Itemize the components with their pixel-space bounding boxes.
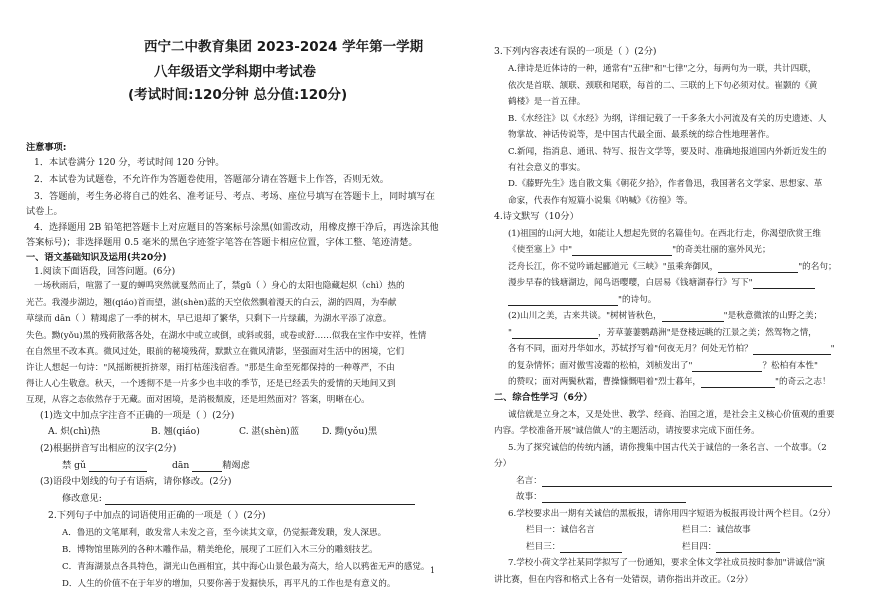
q2-option-c: C．青海湖景点各具特色，湖光山色画相宜，其中海心山景色最为高大，给人以鸦雀无声的感觉。: [62, 562, 430, 572]
q1-2-a-label: 禁 gǔ: [62, 460, 86, 471]
q5-line: 5.为了探究诚信的传统内涵，请你搜集中国古代关于诚信的一条名言、一个故事。（2: [508, 443, 827, 453]
q6-column-4: [682, 541, 780, 553]
q6-column-3: [526, 541, 622, 553]
q5-story-label: 故事：: [516, 492, 542, 502]
q7-line: 讲比赛，但在内容和格式上各有一处错误，请你指出并改正。（2分）: [494, 575, 753, 585]
q5-quote: [516, 475, 832, 487]
passage-line: 互现，从容之态依然存于无藏。面对困境，是消极颓废，还是坦然面对？答案，明晰在心。: [26, 395, 370, 405]
q3-a-line: A.律诗是近体诗的一种，通常有"五律"和"七律"之分，每两句为一联，共计四联，: [508, 64, 817, 74]
q4-2-text: ？松柏有本性": [762, 361, 818, 371]
q4-2-blank-4[interactable]: [692, 361, 762, 372]
q4-2-text: 的复杂情怀；面对傲雪凌霜的松柏，刘桢发出了": [508, 361, 693, 371]
q3-b-line: B.《水经注》以《水经》为纲，详细记载了一千多条大小河流及有关的历史遗迹、人: [508, 114, 827, 124]
note-item: 试卷上。: [26, 206, 63, 217]
note-item: 答案标号)；非选择题用 0.5 毫米的黑色字迹签字笔答在答题卡相应位置，字体工整、笔迹清楚。: [26, 237, 418, 248]
q4-2-text: ": [830, 344, 835, 354]
passage-line: 一场秋雨后，喧嚣了一夏的蝉鸣突然就戛然而止了，禁gǔ（ ）身心的太阳也隐藏起炽（chì）热的: [34, 281, 405, 291]
q6-column-1: 栏目一：诚信名言: [526, 525, 595, 535]
section1-title: 一、语文基础知识及运用(共20分): [26, 252, 167, 263]
q4-1-text: 《使至塞上》中": [508, 245, 573, 255]
q4-2-blank-1[interactable]: [662, 311, 724, 322]
q1-3-fix-blank[interactable]: [105, 494, 415, 505]
q4-2-text: 的赞叹；面对两鬓秋霜，曹操慷慨唱着"烈士暮年，: [508, 377, 702, 387]
q4-2-line: [508, 360, 818, 372]
q4-2-text: "是秋意微浓的山野之美；: [723, 311, 823, 321]
q4-1-blank-2[interactable]: [718, 262, 798, 273]
q5-line: 分）: [494, 459, 512, 469]
q1-2-b-tail: 精竭虑: [222, 460, 250, 471]
q3-b-line: 物掌故、神话传说等，是中国古代最全面、最系统的综合性地理著作。: [508, 130, 775, 140]
q5-story: [516, 491, 686, 503]
q4-1-text: ": [618, 295, 622, 305]
q3: 3.下列内容表述有误的一项是（ ）(2分): [494, 46, 657, 57]
page-number: 1: [430, 566, 436, 575]
q4-2-line: [508, 327, 817, 339]
q4-2-blank-5[interactable]: [701, 377, 775, 388]
note-item: 4．选择题用 2B 铅笔把答题卡上对应题目的答案标号涂黑(如需改动，用橡皮擦干净后，再选涂其他: [34, 222, 439, 233]
q6: 6.学校要求出一期有关诚信的黑板报，请你用四字短语为板报再设计两个栏目。（2分）: [508, 509, 836, 519]
passage-line: 失色。黝(yǒu)黑的残荷散落各处，在湖水中或立或倒，或斜或弱，或卷或舒……似我在宝作中安祥，性情: [26, 331, 427, 341]
q4-1-line: [508, 261, 837, 273]
q1-2-a-blank[interactable]: [89, 461, 147, 472]
q2-option-a: A．鲁迅的文笔犀利，敢发常人未发之音，至今读其文章，仍觉振聋发聩，发人深思。: [62, 528, 387, 538]
sec2-intro-line: 诚信就是立身之本，又是处世、教学、经商、治国之道，是社会主义核心价值观的重要: [508, 410, 835, 420]
school-title: 西宁二中教育集团 2023-2024 学年第一学期: [144, 39, 424, 55]
q1-1-option-b: B. 翘(qiáo): [151, 426, 200, 437]
q1-1-option-a: A. 炽(chì)热: [48, 426, 101, 437]
q4-1-line: [508, 244, 771, 256]
section2-title: 二、综合性学习（6分）: [494, 392, 593, 403]
q6-column-4-blank[interactable]: [716, 542, 780, 553]
q4-2-line: [508, 310, 822, 322]
q5-quote-label: 名言：: [516, 476, 542, 486]
q2-option-d: D．人生的价值不在于年岁的增加，只要你善于发掘快乐，再平凡的工作也是有意义的。: [62, 579, 396, 589]
q1-1-option-c: C. 湛(shèn)蓝: [239, 426, 300, 437]
q3-c-line: 有社会意义的事实。: [508, 163, 586, 173]
q1-1: (1)选文中加点字注音不正确的一项是（ ）(2分): [40, 410, 235, 421]
q3-a-line: 鹤楼》是一首五律。: [508, 97, 586, 107]
q4-1-text: "的名句；: [798, 262, 837, 272]
notes-title: 注意事项:: [26, 142, 67, 153]
q4-1-text: 泛舟长江，你不觉吟诵起郦道元《三峡》"虽乘奔御风，: [508, 262, 719, 272]
q4-1-blank-1[interactable]: [572, 245, 672, 256]
q3-c-line: C.新闻，指消息、通讯、特写、报告文学等，要及时、准确地报道国内外新近发生的: [508, 147, 827, 157]
passage-line: 得让人心生敬意。秋天，一个透彻不是一片多少也丰收的季节，还是已经丢失的爱情的天地间又到: [26, 379, 396, 389]
q4-1-blank-3[interactable]: [753, 278, 815, 289]
q4-1-text: "的奇美壮丽的塞外风光；: [672, 245, 771, 255]
passage-line: 许让人想起一句诗："风摇断梗折挤翠，雨打枯莲浅宿香。"那是生命至死都保持的一种尊严，不由: [26, 363, 395, 373]
q6-column-3-label: 栏目三：: [526, 542, 561, 552]
q1-2-b-label: dān: [172, 460, 190, 471]
q4-2-blank-3[interactable]: [753, 344, 831, 355]
q6-column-2: 栏目二：诚信故事: [682, 525, 751, 535]
q2-option-b: B．博物馆里陈列的各种木雕作品，精美绝伦，展现了工匠们入木三分的雕刻技艺。: [62, 545, 378, 555]
q1-2-b-blank[interactable]: [192, 461, 222, 472]
q3-d-line: D.《藤野先生》选自散文集《朝花夕拾》，作者鲁迅，我国著名文学家、思想家、革: [508, 179, 823, 189]
q6-column-4-label: 栏目四：: [682, 542, 717, 552]
q1-intro: 1.阅读下面语段，回答问题。(6分): [34, 266, 176, 277]
note-item: 2．本试卷为试题卷，不允许作为答题卷使用，答题部分请在答题卡上作答，否则无效。: [34, 174, 389, 185]
q1-3-fix-label: 修改意见:: [62, 493, 102, 504]
q5-quote-blank[interactable]: [542, 476, 832, 487]
q3-a-line: 依次是首联、颔联、颈联和尾联，每首的二、三联的上下句必须对仗。崔颢的《黄: [508, 81, 818, 91]
q1-3: (3)语段中划线的句子有语病，请你修改。(2分): [40, 476, 232, 487]
q5-story-blank[interactable]: [542, 492, 686, 503]
q1-2-a: [62, 460, 147, 472]
q2: 2.下列句子中加点的词语使用正确的一项是（ ）(2分): [48, 510, 266, 521]
note-item: 3．答题前，考生务必将自己的姓名、准考证号、考点、考场、座位号填写在答题卡上，同时填写在: [34, 191, 435, 202]
passage-line: 在自然里不改本真。微风过处，眼前的秘境残荷，默默立在微风清影，坚强面对生活中的困境，它们: [26, 347, 405, 357]
q6-column-3-blank[interactable]: [560, 542, 622, 553]
q1-2: (2)根据拼音写出相应的汉字(2分): [40, 443, 177, 454]
q4-2-text: ": [508, 328, 512, 338]
q4-2-line: [508, 376, 831, 388]
q7-line: 7.学校小荷文学社某同学拟写了一份通知，要求全体文学社成员按时参加"讲诚信"演: [508, 558, 825, 568]
q1-1-option-d: D. 黝(yǒu)黑: [322, 426, 378, 437]
q4-2-text: "的奇云之志！: [775, 377, 831, 387]
q3-d-line: 命家，代表作有短篇小说集《呐喊》《彷徨》等。: [508, 196, 693, 206]
passage-line: 光芒。我漫步湖边，翘(qiáo)首而望，湛(shèn)蓝的天空依然飘着漫天的白云，湖的四周，为奉献: [26, 298, 397, 308]
q1-2-b: [172, 460, 250, 472]
q4-2-text: 各有不同，面对丹华如水，苏轼抒写着"何夜无月？何处无竹柏？: [508, 344, 753, 354]
q4-1-blank-4[interactable]: [508, 295, 618, 306]
q4-2-text: ，芳草萋萋鹦鹉洲"是登楼远眺的江景之美；然驾物之情，: [597, 328, 817, 338]
q4-1-line: [508, 294, 656, 306]
q4-1-text: 的诗句。: [621, 295, 657, 305]
q4-2-text: (2)山川之美，古来共谈。"树树皆秋色，: [508, 311, 662, 321]
note-item: 1．本试卷满分 120 分，考试时间 120 分钟。: [34, 157, 225, 168]
exam-title: 八年级语文学科期中考试卷: [154, 64, 316, 80]
q4-2-blank-2[interactable]: [512, 328, 598, 339]
passage-line: 草绿而 dān（ ）精竭虑了一季的树木，早已退却了繁华，只剩下一片绿藕，为湖水平添了凉意。: [26, 314, 392, 324]
q1-3-fix: [62, 493, 415, 505]
sec2-intro-line: 内容。学校准备开展"诚信做人"的主题活动，请按要求完成下面任务。: [494, 426, 760, 436]
q4-1-line: [508, 277, 815, 289]
exam-time-score: (考试时间:120分钟 总分值:120分): [128, 87, 348, 103]
q4-1-line: (1)祖国的山河大地，如能让人想起先贤的名篇佳句。在西北行走，你渴望欣赏王维: [508, 229, 821, 239]
q4-2-line: [508, 343, 835, 355]
q4: 4.诗文默写（10分）: [494, 211, 579, 222]
q4-1-text: 漫步早春的钱塘湖边，闻鸟语嘤嘤，白居易《钱塘湖春行》写下": [508, 278, 753, 288]
